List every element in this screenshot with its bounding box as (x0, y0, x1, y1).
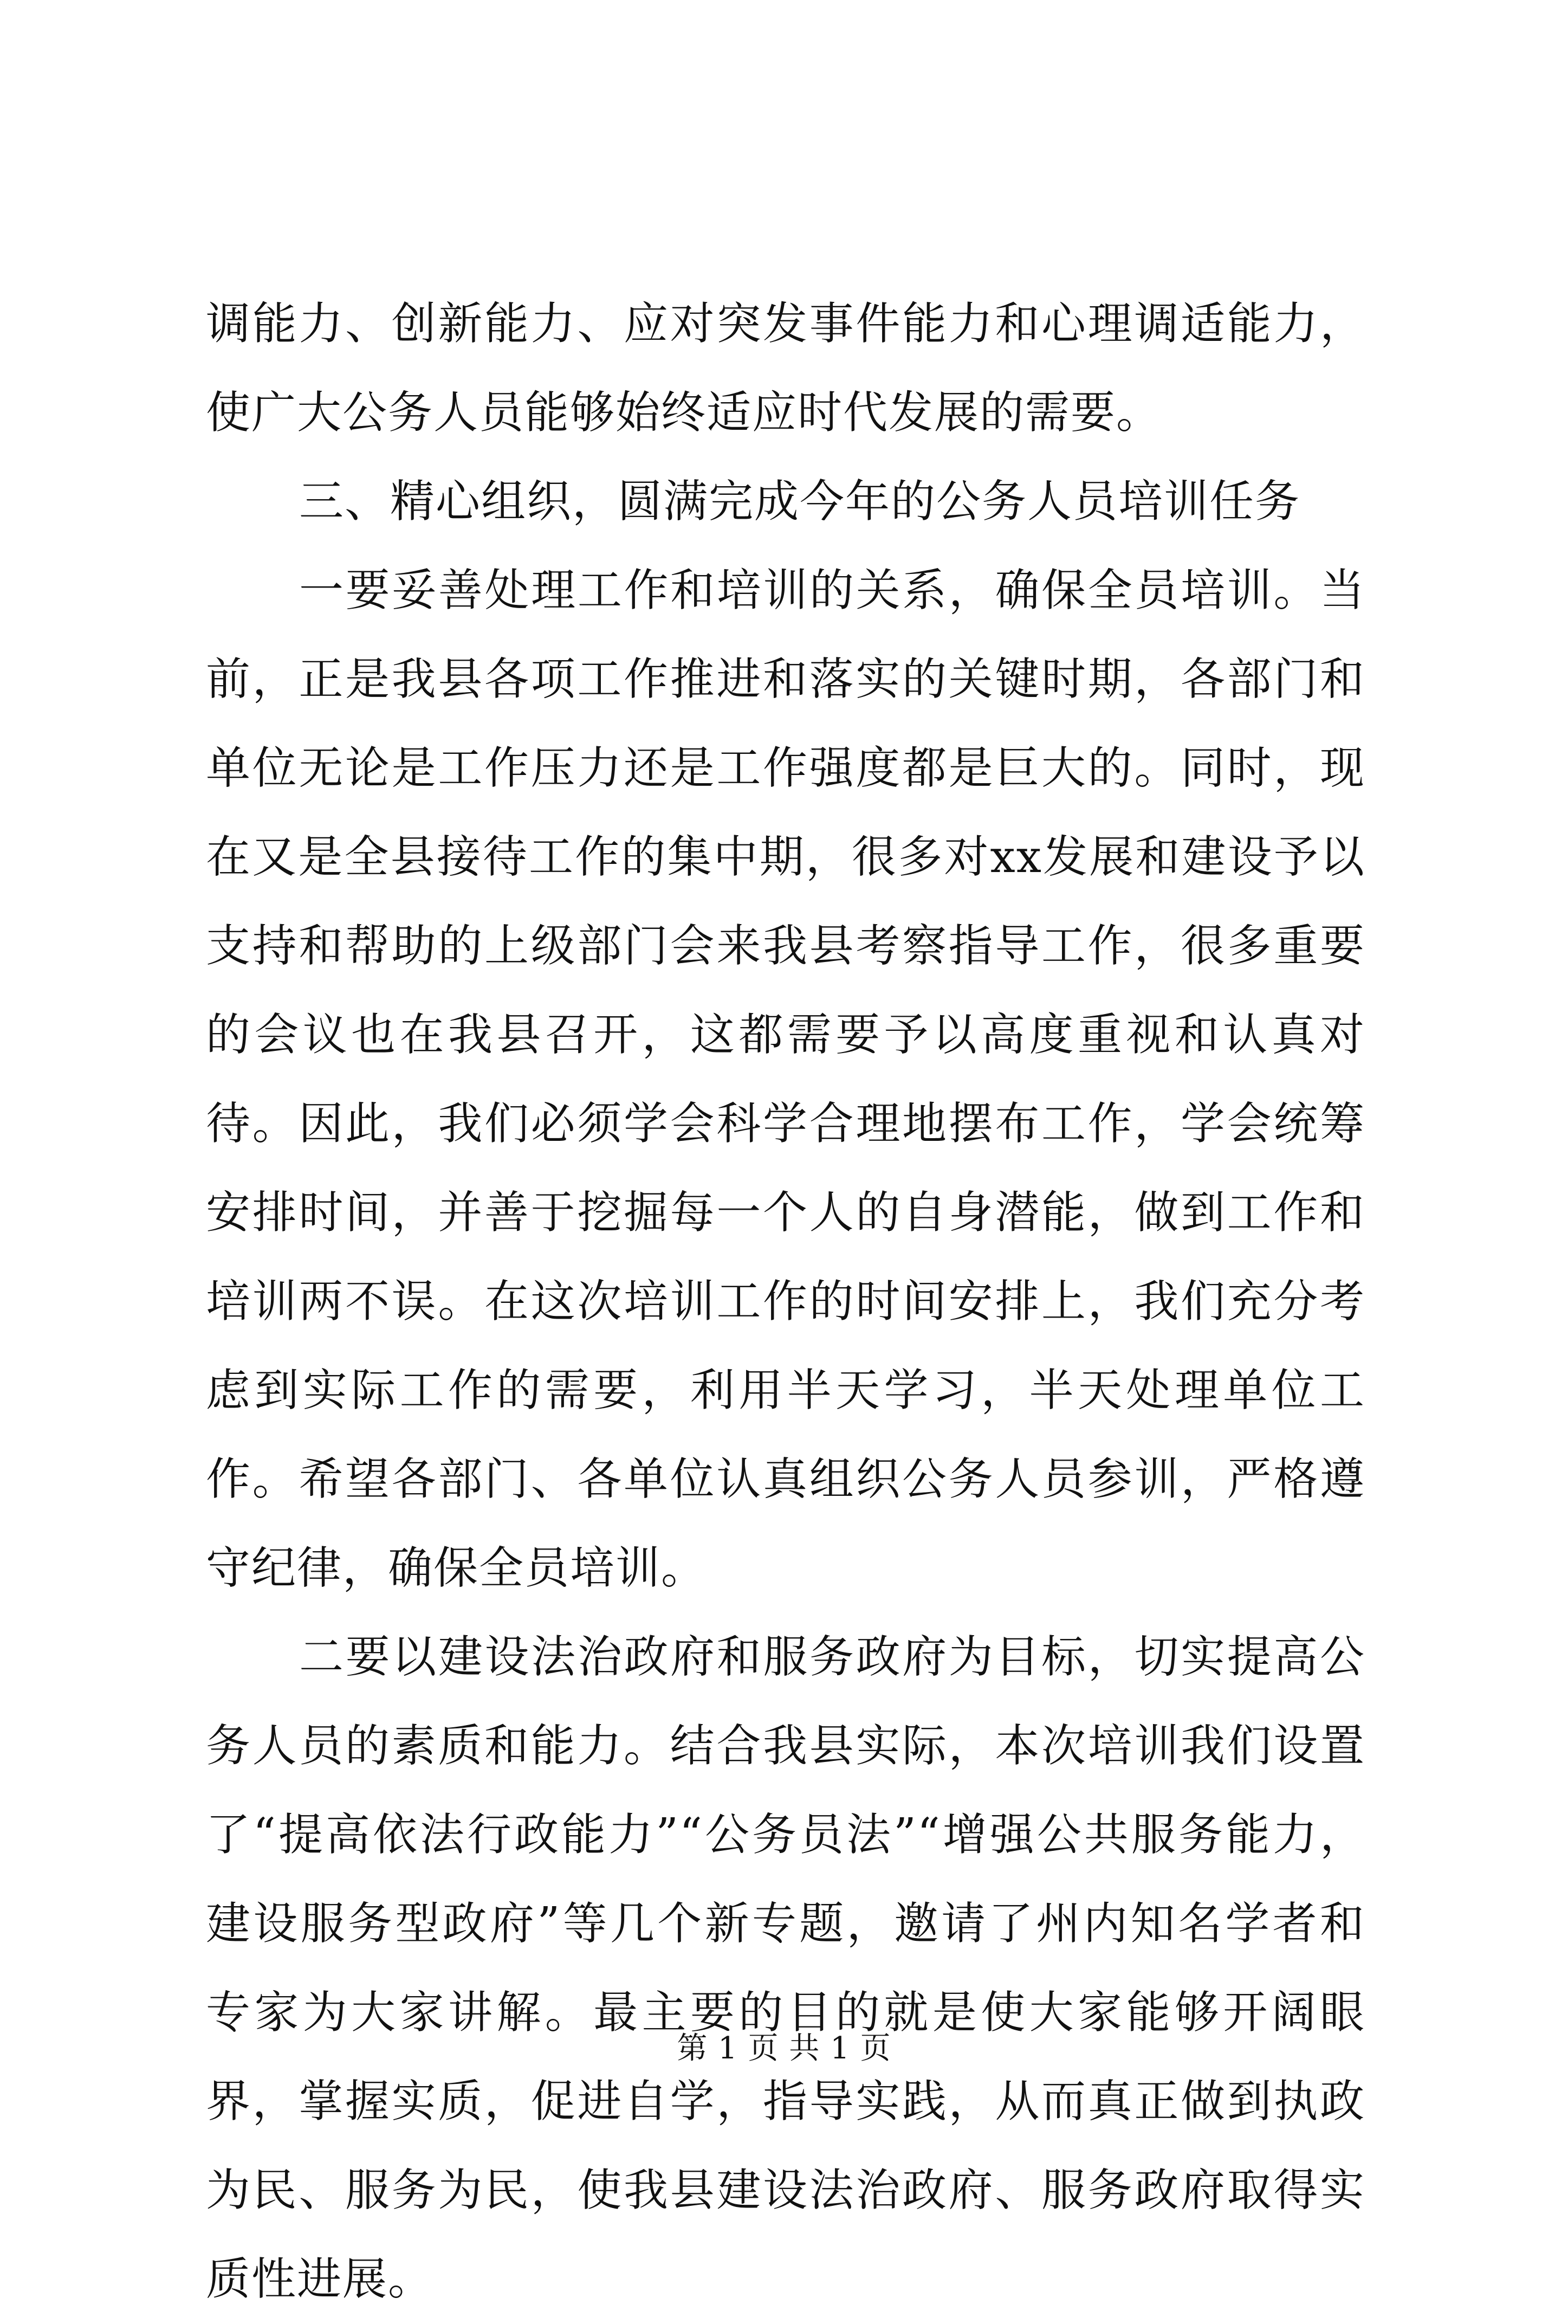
document-body (206, 280, 1365, 2324)
paragraph-continuation: 调能力、创新能力、应对突发事件能力和心理调适能力，使广大公务人员能够始终适应时代发展的需要。 (206, 298, 1365, 438)
paragraph-rule-of-law-goal: 二要以建设法治政府和服务政府为目标，切实提高公务人员的素质和能力。结合我县实际，本次培训我们设置了“提高依法行政能力”“公务员法”“增强公共服务能力，建设服务型政府”等几个新专题，邀请了州内知名学者和专家为大家讲解。最主要的目的就是使大家能够开阔眼界，掌握实质，促进自学，指导实践，从而真正做到执政为民、服务为民，使我县建设法治政府、服务政府取得实质性进展。 (206, 1631, 1365, 2305)
page-footer: 第 1 页 共 1 页 (677, 2031, 891, 2066)
section-heading: 三、精心组织，圆满完成今年的公务人员培训任务 (299, 476, 1301, 527)
paragraph-training-relationship: 一要妥善处理工作和培训的关系，确保全员培训。当前，正是我县各项工作推进和落实的关键时期，各部门和单位无论是工作压力还是工作强度都是巨大的。同时，现在又是全县接待工作的集中期，很多对xx发展和建设予以支持和帮助的上级部门会来我县考察指导工作，很多重要的会议也在我县召开，这都需要予以高度重视和认真对待。因此，我们必须学会科学合理地摆布工作，学会统筹安排时间，并善于挖掘每一个人的自身潜能，做到工作和培训两不误。在这次培训工作的时间安排上，我们充分考虑到实际工作的需要，利用半天学习，半天处理单位工作。希望各部门、各单位认真组织公务人员参训，严格遵守纪律，确保全员培训。 (206, 565, 1365, 1594)
